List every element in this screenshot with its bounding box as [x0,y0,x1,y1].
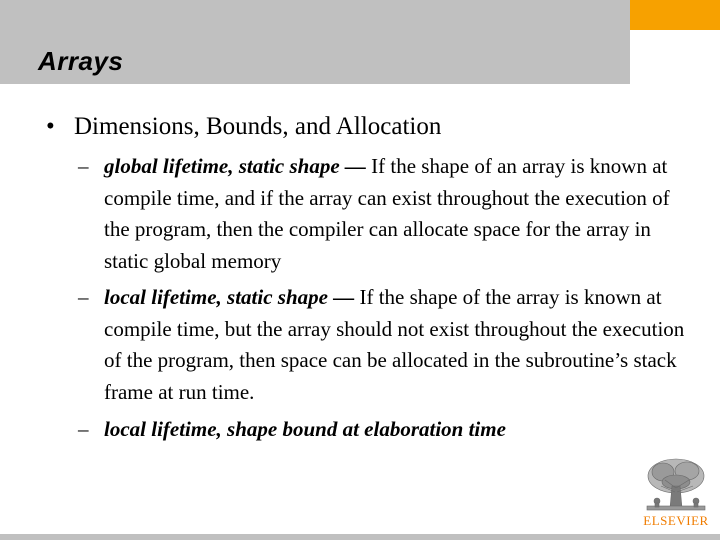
slide-title: Arrays [38,46,124,76]
dash-marker: – [78,285,89,309]
bottom-strip [0,534,720,540]
sub-item-global-static [78,151,688,277]
sub-item-term: global lifetime, static shape [104,154,340,178]
corner-accent [630,0,720,30]
dash-marker: – [78,154,89,178]
bullet-marker: • [46,113,55,140]
sub-item-local-elaboration [78,414,688,446]
sub-item-term: local lifetime, shape bound at elaboration time [104,417,506,441]
main-bullet [46,112,441,142]
dash-marker: – [78,417,89,441]
sub-item-local-static [78,282,688,408]
sub-item-separator: — [327,285,360,309]
sub-item-text: If the shape of an array is known at compile time, and if the array can exist throughout the execution of the program, then the compiler can allocate space for the array in static global memory [104,154,670,273]
main-bullet-text: Dimensions, Bounds, and Allocation [74,113,442,140]
corner-gap [630,30,720,84]
sub-item-text: If the shape of the array is known at compile time, but the array should not exist throughout the execution of the program, then space can be allocated in the subroutine’s stack frame at run time. [104,285,685,404]
sub-item-term: local lifetime, static shape [104,285,328,309]
title-bar [0,0,630,84]
elsevier-logo-text: ELSEVIER [643,513,709,528]
sub-item-separator: — [339,154,372,178]
